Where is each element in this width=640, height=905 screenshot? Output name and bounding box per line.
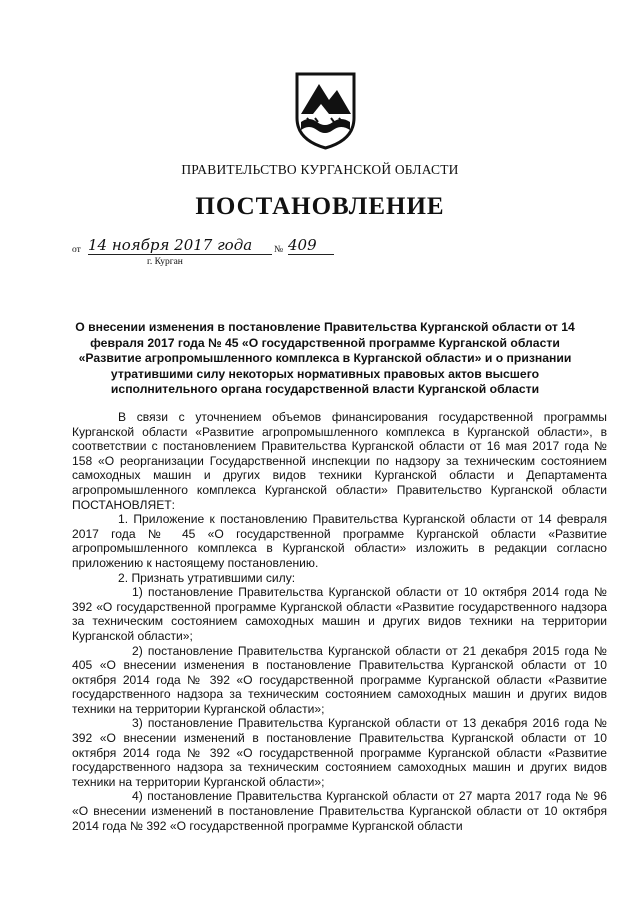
paragraph-preamble: В связи с уточнением объемов финансирования государственной программы Курганской области «Развитие агропромышленного комплекса в Курганской области», в соответствии с постановлением Правительства Курганской области от 16 мая 2017 года № 158 «О реорганизации Государственной инспекции по надзору за техническим состоянием самоходных машин и других видов техники Курганской области и Департамента агропромышленного комплекса Курганской области» Правительство Курганской области ПОСТАНОВЛЯЕТ: [72,410,607,512]
paragraph-item-1: 1. Приложение к постановлению Правительства Курганской области от 14 февраля 2017 года № 45 «О государственной программе Курганской области «Развитие агропромышленного комплекса в Курганской области» изложить в редакции согласно приложению к настоящему постановлению. [72,512,607,570]
city-label: г. Курган [147,257,183,267]
paragraph-subitem-3: 3) постановление Правительства Курганской области от 13 декабря 2016 года № 392 «О внесении изменений в постановление Правительства Курганской области от 10 октября 2014 года № 392 «О государственной программе Курганской области «Развитие государственного надзора за техническим состоянием самоходных машин и других видов техники на территории Курганской области»; [72,716,607,789]
document-type-title: ПОСТАНОВЛЕНИЕ [195,193,445,220]
document-body [72,410,607,833]
paragraph-subitem-4: 4) постановление Правительства Курганской области от 27 марта 2017 года № 96 «О внесении изменений в постановление Правительства Курганской области от 10 октября 2014 года № 392 «О государственной программе Курганской области [72,789,607,833]
number-label: № [274,245,284,255]
paragraph-item-2: 2. Признать утратившими силу: [118,570,296,585]
document-number: 409 [288,236,334,255]
document-subject: О внесении изменения в постановление Правительства Курганской области от 14 февраля 2017 года № 45 «О государственной программе Курганской области «Развитие агропромышленного комплекса в Курганской области» и о признании утратившими силу некоторых нормативных правовых актов высшего исполнительного органа государственной власти Курганской области [75,320,575,396]
government-name: ПРАВИТЕЛЬСТВО КУРГАНСКОЙ ОБЛАСТИ [181,162,459,177]
paragraph-subitem-1: 1) постановление Правительства Курганской области от 10 октября 2014 года № 392 «О государственной программе Курганской области «Развитие государственного надзора за техническим состоянием самоходных машин и других видов техники на территории Курганской области»; [72,585,607,643]
coat-of-arms-emblem [293,70,358,150]
from-label: от [72,245,81,255]
paragraph-subitem-2: 2) постановление Правительства Курганской области от 21 декабря 2015 года № 405 «О внесении изменения в постановление Правительства Курганской области от 10 октября 2014 года № 392 «О государственной программе Курганской области «Развитие государственного надзора за техническим состоянием самоходных машин и других видов техники на территории Курганской области»; [72,643,607,716]
document-date: 14 ноября 2017 года [88,236,272,255]
